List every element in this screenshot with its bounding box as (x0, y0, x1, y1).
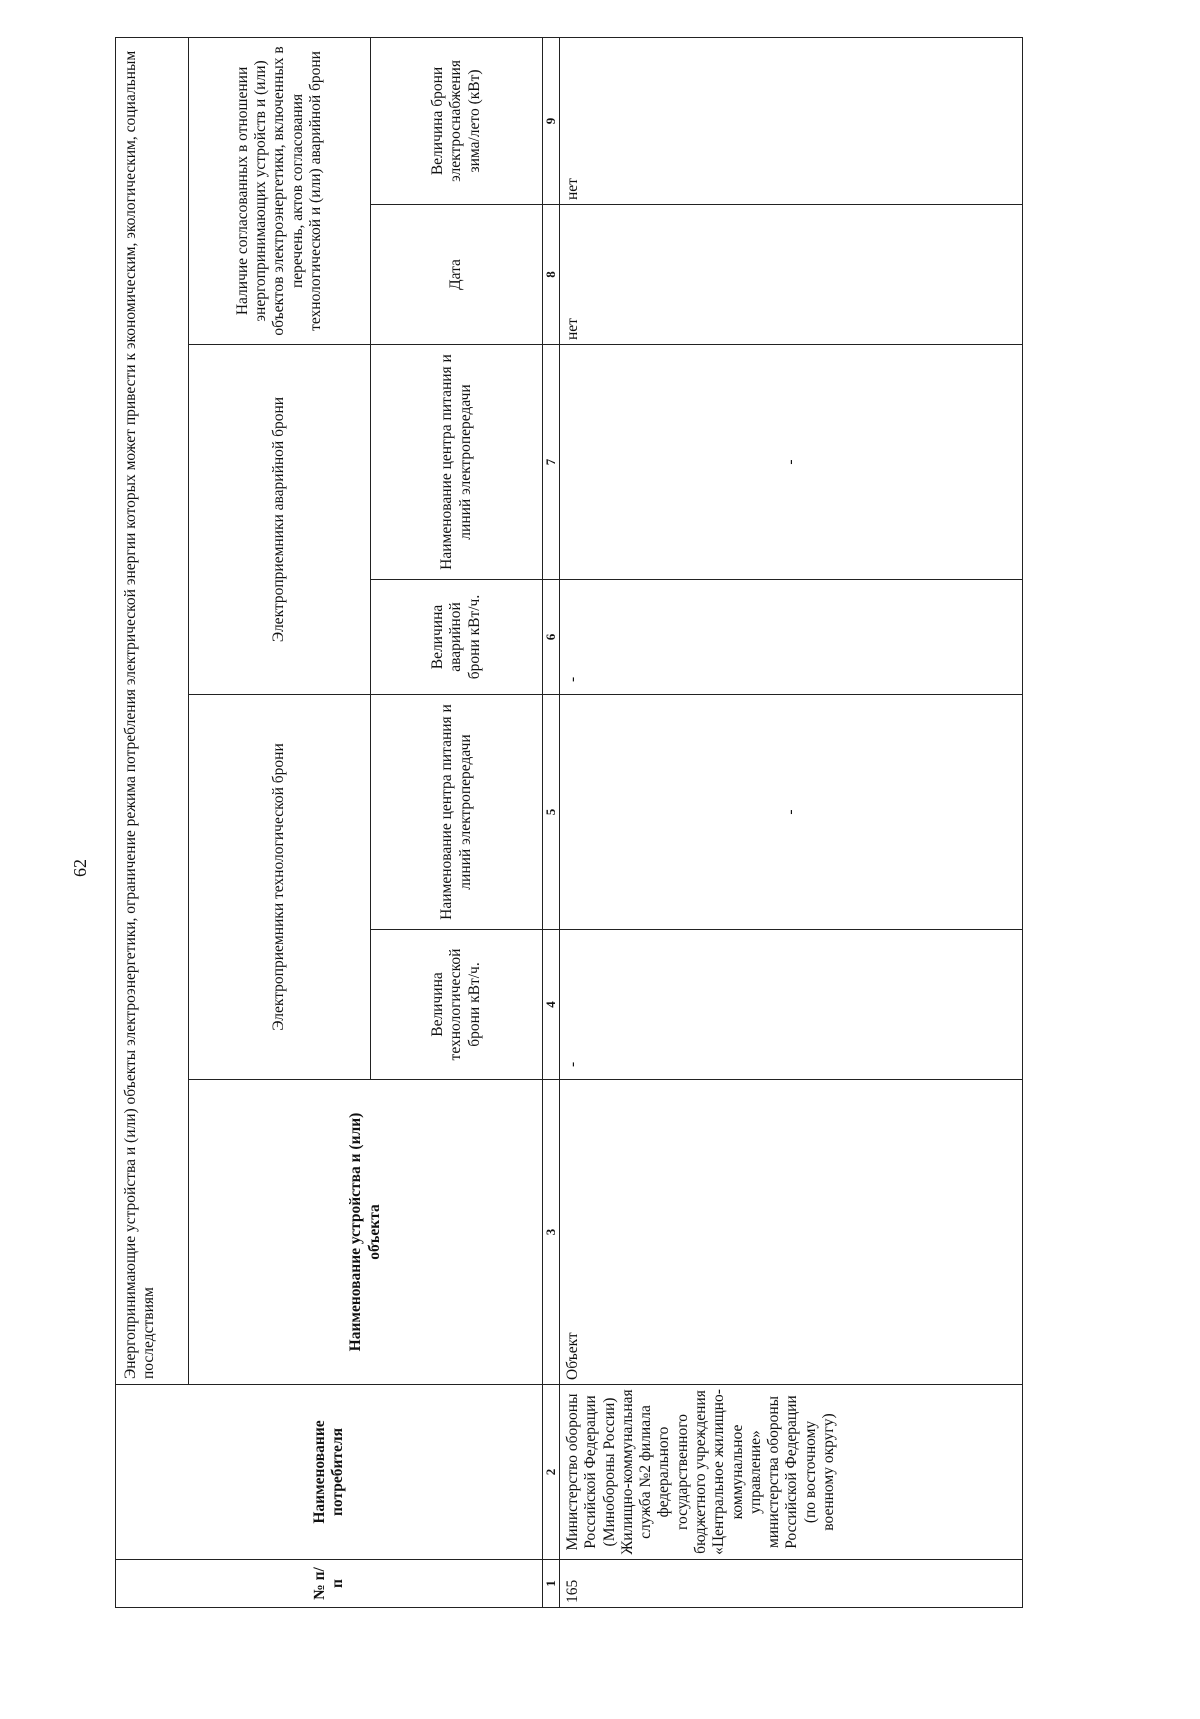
header-tech-value: Величина технологической брони кВт/ч. (371, 930, 543, 1080)
row-tech-value: - (560, 930, 1023, 1080)
row-reserve: нет (560, 37, 1023, 204)
column-number: 3 (543, 1080, 560, 1385)
header-tech-group: Электроприемники технологической брони (189, 695, 371, 1080)
column-number: 1 (543, 1560, 560, 1608)
row-emerg-center: - (560, 345, 1023, 580)
row-consumer: Министерство обороны Российской Федерации (Минобороны России) Жилищно-коммунальная служба №2 филиала федерального государственного бюджетного учреждения «Центральное жилищно-коммунальное управление» министерства обороны Российской Федерации (по восточному военному округу) (560, 1385, 1023, 1560)
energy-reserve-table (115, 37, 1023, 1608)
row-tech-center: - (560, 695, 1023, 930)
header-row-2 (189, 37, 371, 1607)
column-number: 8 (543, 205, 560, 345)
header-reserve: Величина брони электроснабжения зима/лето (кВт) (371, 37, 543, 204)
row-emerg-value: - (560, 580, 1023, 695)
column-number: 5 (543, 695, 560, 930)
header-date: Дата (371, 205, 543, 345)
column-number-row (543, 37, 560, 1607)
column-number: 4 (543, 930, 560, 1080)
header-group-title: Энергопринимающие устройства и (или) объекты электроэнергетики, ограничение режима потребления электрической энергии которых может привести к экономическим, экологическим, социальным последствиям (116, 37, 189, 1384)
header-emerg-group: Электроприемники аварийной брони (189, 345, 371, 695)
header-row-1 (116, 37, 189, 1607)
header-emerg-center: Наименование центра питания и линий электропередачи (371, 345, 543, 580)
header-consumer: Наименование потребителя (116, 1385, 543, 1560)
column-number: 7 (543, 345, 560, 580)
row-date: нет (560, 205, 1023, 345)
header-tech-center: Наименование центра питания и линий электропередачи (371, 695, 543, 930)
header-object: Наименование устройства и (или) объекта (189, 1080, 543, 1385)
row-num: 165 (560, 1560, 1023, 1608)
header-acts-group: Наличие согласованных в отношении энергопринимающих устройств и (или) объектов электроэнергетики, включенных в перечень, актов согласования технологической и (или) аварийной брони (189, 37, 371, 344)
column-number: 2 (543, 1385, 560, 1560)
table-row (560, 37, 1023, 1607)
column-number: 6 (543, 580, 560, 695)
header-emerg-value: Величина аварийной брони кВт/ч. (371, 580, 543, 695)
page-number: 62 (70, 859, 90, 877)
row-object: Объект (560, 1080, 1023, 1385)
column-number: 9 (543, 37, 560, 204)
rotated-table-container (115, 38, 1023, 1608)
header-num: № п/п (116, 1560, 543, 1608)
